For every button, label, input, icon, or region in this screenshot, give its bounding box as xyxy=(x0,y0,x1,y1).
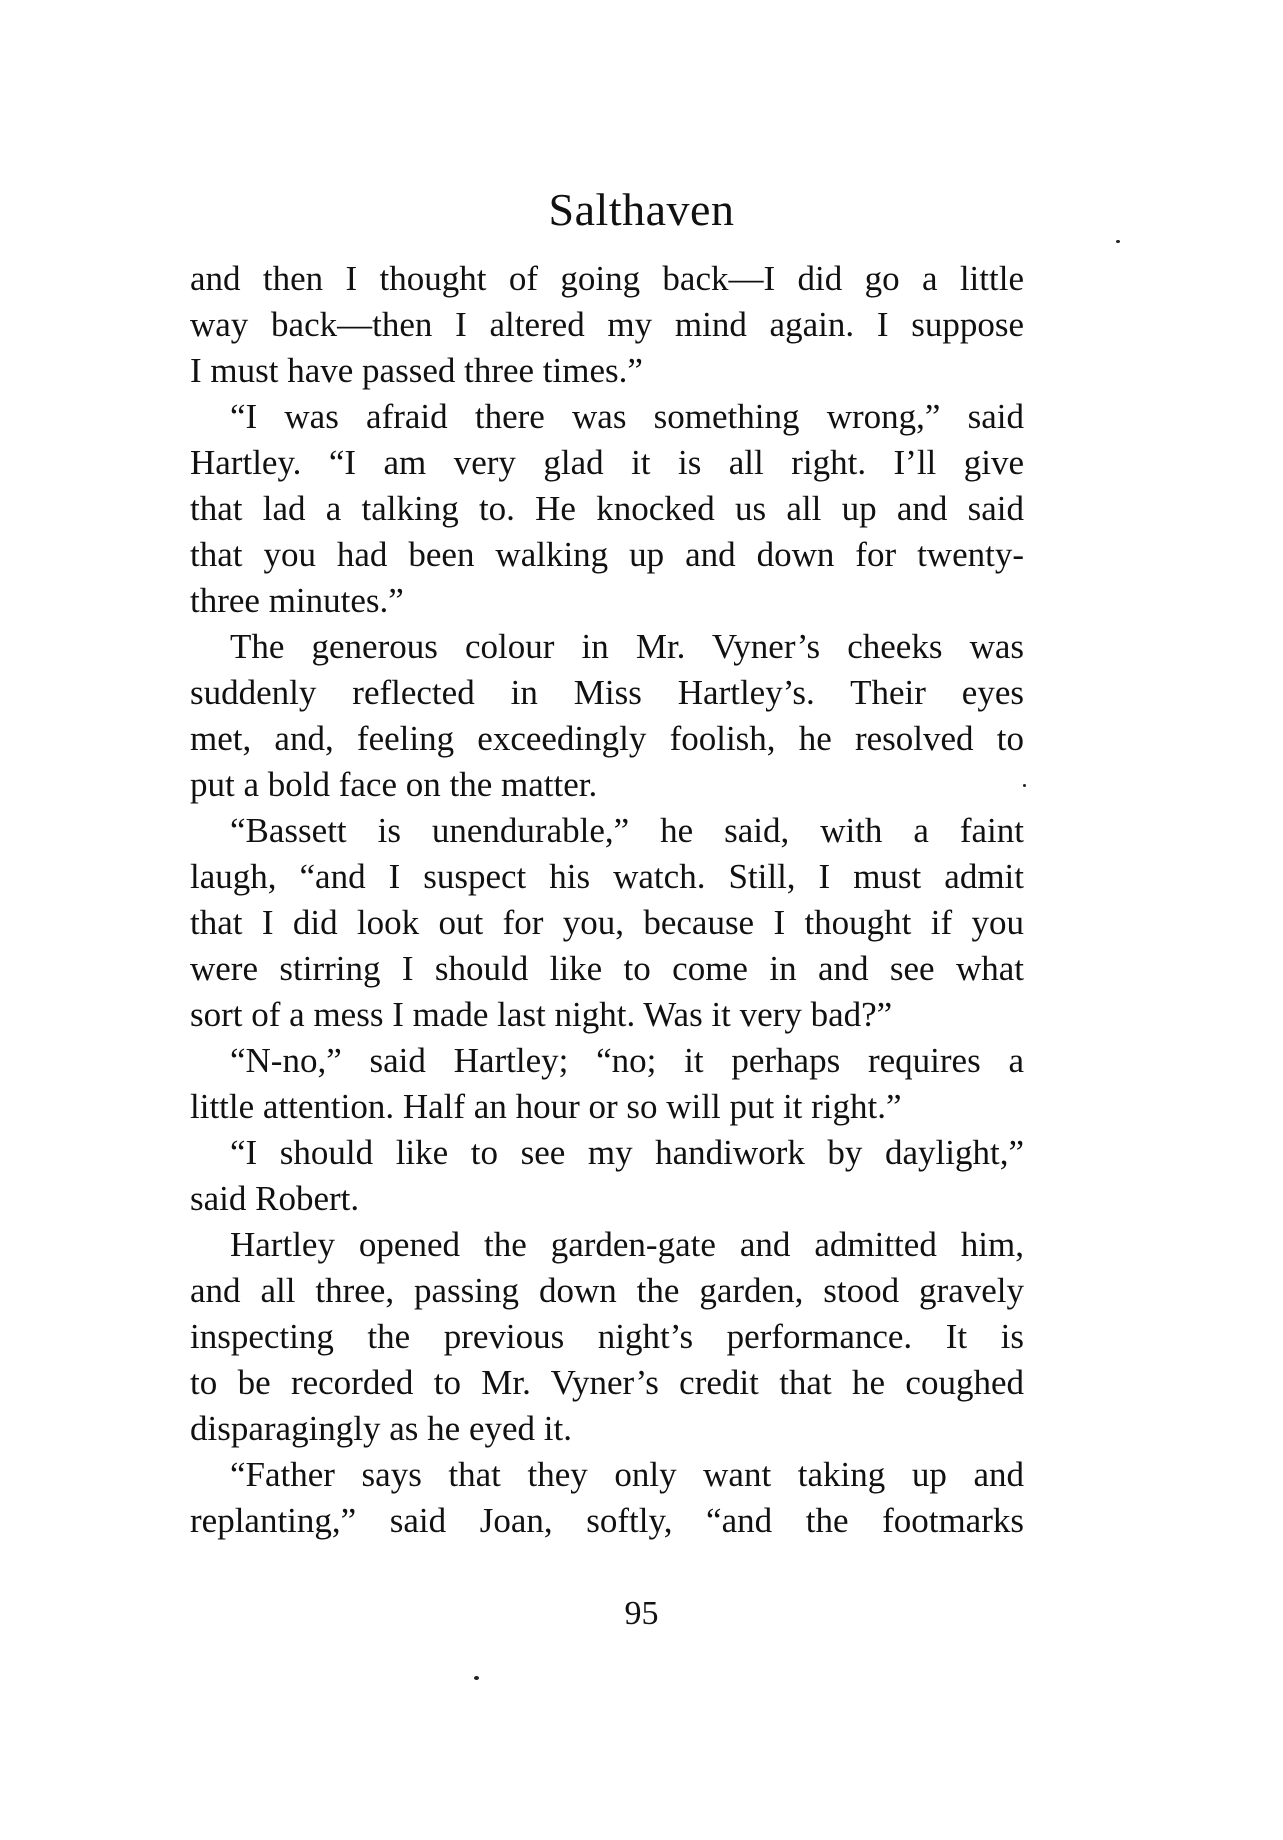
text-line: and all three, passing down the garden, stood gravely xyxy=(190,1271,1024,1310)
text-line: suddenly reflected in Miss Hartley’s. Their eyes xyxy=(190,673,1024,712)
text-line: put a bold face on the matter. xyxy=(190,765,598,804)
text-line: The generous colour in Mr. Vyner’s cheeks was xyxy=(230,627,1024,666)
text-line: “Bassett is unendurable,” he said, with a faint xyxy=(230,811,1024,850)
text-line: that you had been walking up and down for twenty- xyxy=(190,535,1024,574)
text-line: “N-no,” said Hartley; “no; it perhaps requires a xyxy=(230,1041,1024,1080)
text-line: sort of a mess I made last night. Was it very bad?” xyxy=(190,995,893,1034)
text-line: Hartley opened the garden-gate and admitted him, xyxy=(230,1225,1024,1264)
text-line: to be recorded to Mr. Vyner’s credit that he coughed xyxy=(190,1363,1024,1402)
text-line: “I should like to see my handiwork by daylight,” xyxy=(230,1133,1024,1172)
text-line: and then I thought of going back—I did go a little xyxy=(190,259,1024,298)
text-line: that lad a talking to. He knocked us all up and said xyxy=(190,489,1024,528)
scan-speck xyxy=(474,1676,479,1680)
scan-speck xyxy=(1023,784,1026,787)
text-line: Hartley. “I am very glad it is all right. I’ll give xyxy=(190,443,1024,482)
text-line: little attention. Half an hour or so will put it right.” xyxy=(190,1087,902,1126)
text-line: I must have passed three times.” xyxy=(190,351,643,390)
text-line: laugh, “and I suspect his watch. Still, I must admit xyxy=(190,857,1024,896)
text-line: “I was afraid there was something wrong,” said xyxy=(230,397,1024,436)
text-line: way back—then I altered my mind again. I suppose xyxy=(190,305,1024,344)
text-line: inspecting the previous night’s performance. It is xyxy=(190,1317,1024,1356)
text-line: disparagingly as he eyed it. xyxy=(190,1409,572,1448)
text-line: that I did look out for you, because I thought if you xyxy=(190,903,1024,942)
text-line: “Father says that they only want taking up and xyxy=(230,1455,1024,1494)
body-text xyxy=(190,256,1024,1544)
running-head: Salthaven xyxy=(548,184,735,235)
text-line: met, and, feeling exceedingly foolish, he resolved to xyxy=(190,719,1024,758)
text-line: said Robert. xyxy=(190,1179,360,1218)
text-line: three minutes.” xyxy=(190,581,404,620)
page-number: 95 xyxy=(624,1595,659,1632)
text-line: were stirring I should like to come in and see what xyxy=(190,949,1024,988)
scan-speck xyxy=(1116,240,1120,243)
text-line: replanting,” said Joan, softly, “and the footmarks xyxy=(190,1501,1024,1540)
